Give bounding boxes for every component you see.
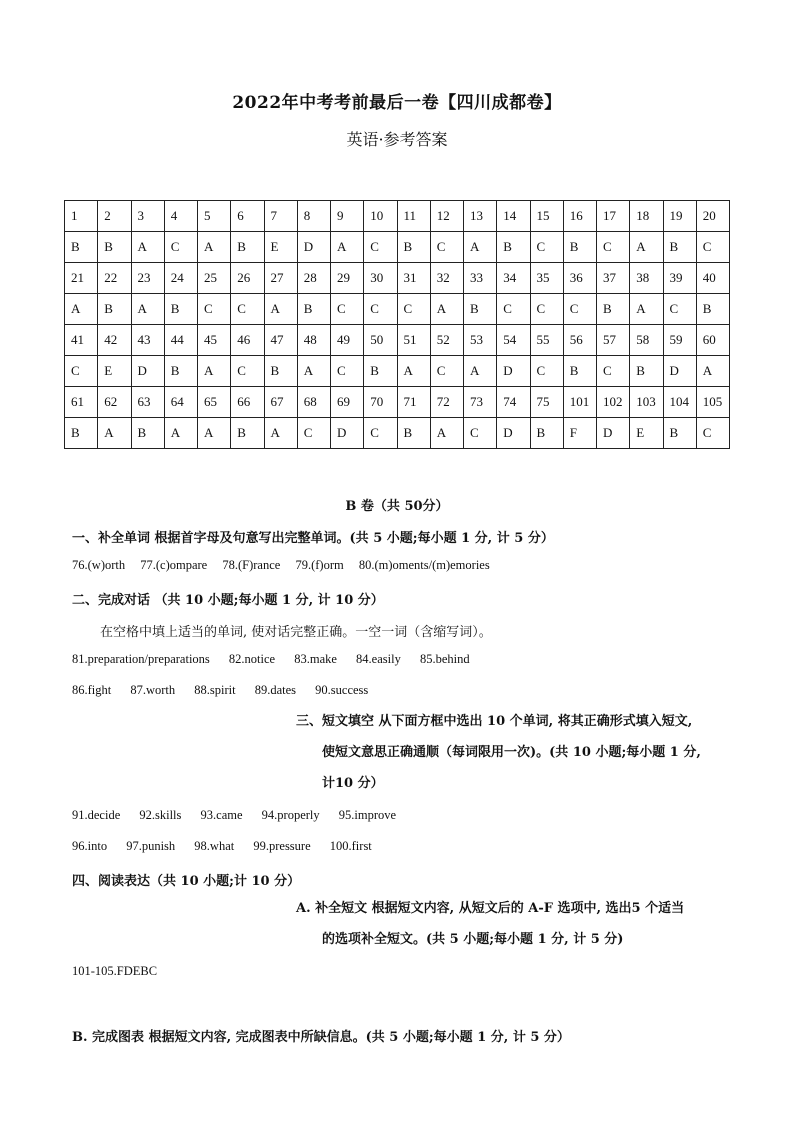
answer-cell: C <box>297 418 330 449</box>
question-number-cell: 40 <box>696 263 729 294</box>
answer-cell: B <box>164 294 197 325</box>
part3-answers-row1 <box>72 808 410 823</box>
answer-cell: C <box>530 294 563 325</box>
part3-answers-row2 <box>72 839 386 854</box>
answer-row <box>65 418 730 449</box>
answer-cell: C <box>464 418 497 449</box>
question-number-cell: 70 <box>364 387 397 418</box>
answer-cell: C <box>663 294 696 325</box>
answer-98: 98.what <box>194 839 235 853</box>
question-number-cell: 32 <box>430 263 463 294</box>
answer-cell: C <box>331 294 364 325</box>
question-number-cell: 28 <box>297 263 330 294</box>
answer-cell: C <box>231 356 264 387</box>
question-number-cell: 35 <box>530 263 563 294</box>
answer-cell: A <box>131 232 164 263</box>
answer-97: 97.punish <box>126 839 176 853</box>
answer-cell: C <box>198 294 231 325</box>
answer-cell: B <box>231 418 264 449</box>
question-number-cell: 73 <box>464 387 497 418</box>
question-number-cell: 14 <box>497 201 530 232</box>
answer-cell: C <box>430 356 463 387</box>
answer-77: 77.(c)ompare <box>140 558 208 572</box>
question-number-cell: 29 <box>331 263 364 294</box>
question-number-cell: 75 <box>530 387 563 418</box>
answer-cell: B <box>563 232 596 263</box>
answer-cell: B <box>364 356 397 387</box>
question-number-cell: 12 <box>430 201 463 232</box>
answer-90: 90.success <box>315 683 369 697</box>
part3-heading-line3: 计10 分） <box>322 776 384 791</box>
answer-cell: D <box>597 418 630 449</box>
answer-cell: D <box>131 356 164 387</box>
question-number-cell: 30 <box>364 263 397 294</box>
answer-cell: E <box>264 232 297 263</box>
part2-instruction: 在空格中填上适当的单词, 使对话完整正确。一空一词（含缩写词）。 <box>100 625 492 640</box>
answer-85: 85.behind <box>419 652 470 666</box>
answer-80: 80.(m)oments/(m)emories <box>358 558 490 572</box>
question-number-cell: 19 <box>663 201 696 232</box>
question-number-cell: 68 <box>297 387 330 418</box>
answer-82: 82.notice <box>228 652 276 666</box>
answer-100: 100.first <box>329 839 372 853</box>
answer-cell: B <box>98 232 131 263</box>
question-number-cell: 23 <box>131 263 164 294</box>
question-number-cell: 26 <box>231 263 264 294</box>
question-number-cell: 7 <box>264 201 297 232</box>
question-number-cell: 54 <box>497 325 530 356</box>
answer-84: 84.easily <box>356 652 401 666</box>
answer-cell: A <box>464 232 497 263</box>
question-number-cell: 34 <box>497 263 530 294</box>
question-number-cell: 69 <box>331 387 364 418</box>
answer-cell: C <box>430 232 463 263</box>
question-number-cell: 42 <box>98 325 131 356</box>
answer-76: 76.(w)orth <box>72 558 126 572</box>
question-number-row <box>65 201 730 232</box>
question-number-cell: 11 <box>397 201 430 232</box>
answer-cell: B <box>530 418 563 449</box>
answer-81: 81.preparation/preparations <box>72 652 210 666</box>
question-number-row <box>65 387 730 418</box>
answer-cell: B <box>563 356 596 387</box>
question-number-cell: 104 <box>663 387 696 418</box>
answer-cell: C <box>364 232 397 263</box>
question-number-cell: 46 <box>231 325 264 356</box>
answer-cell: C <box>65 356 98 387</box>
answer-cell: B <box>497 232 530 263</box>
question-number-cell: 67 <box>264 387 297 418</box>
part2-answers-row2 <box>72 683 382 698</box>
part4a-heading-line2: 的选项补全短文。(共 5 小题;每小题 1 分, 计 5 分) <box>322 932 624 947</box>
answer-cell: B <box>597 294 630 325</box>
answer-99: 99.pressure <box>253 839 311 853</box>
answer-table <box>64 200 730 449</box>
question-number-cell: 2 <box>98 201 131 232</box>
question-number-cell: 45 <box>198 325 231 356</box>
question-number-cell: 37 <box>597 263 630 294</box>
answer-cell: C <box>530 356 563 387</box>
question-number-cell: 102 <box>597 387 630 418</box>
answer-cell: C <box>364 418 397 449</box>
question-number-cell: 41 <box>65 325 98 356</box>
answer-cell: B <box>231 232 264 263</box>
answer-cell: C <box>331 356 364 387</box>
part2-heading: 二、完成对话 （共 10 小题;每小题 1 分, 计 10 分） <box>72 593 384 608</box>
question-number-cell: 52 <box>430 325 463 356</box>
question-number-cell: 31 <box>397 263 430 294</box>
part2-answers-row1 <box>72 652 484 667</box>
answer-83: 83.make <box>294 652 337 666</box>
answer-cell: A <box>264 294 297 325</box>
answer-87: 87.worth <box>130 683 176 697</box>
question-number-cell: 53 <box>464 325 497 356</box>
answer-cell: B <box>397 232 430 263</box>
answer-cell: A <box>430 418 463 449</box>
question-number-cell: 13 <box>464 201 497 232</box>
answer-cell: C <box>364 294 397 325</box>
question-number-cell: 17 <box>597 201 630 232</box>
answer-cell: A <box>696 356 729 387</box>
question-number-cell: 10 <box>364 201 397 232</box>
question-number-row <box>65 263 730 294</box>
question-number-cell: 64 <box>164 387 197 418</box>
question-number-cell: 47 <box>264 325 297 356</box>
answer-93: 93.came <box>200 808 243 822</box>
answer-cell: D <box>497 418 530 449</box>
question-number-cell: 49 <box>331 325 364 356</box>
question-number-cell: 51 <box>397 325 430 356</box>
question-number-cell: 58 <box>630 325 663 356</box>
answer-cell: B <box>696 294 729 325</box>
question-number-cell: 101 <box>563 387 596 418</box>
question-number-cell: 103 <box>630 387 663 418</box>
answer-cell: B <box>663 418 696 449</box>
answer-row <box>65 356 730 387</box>
part4b-heading: B. 完成图表 根据短文内容, 完成图表中所缺信息。(共 5 小题;每小题 1 分, 计 5 分） <box>72 1030 570 1045</box>
question-number-cell: 8 <box>297 201 330 232</box>
answer-cell: A <box>198 232 231 263</box>
answer-cell: C <box>397 294 430 325</box>
answer-cell: F <box>563 418 596 449</box>
page-title: 2022年中考考前最后一卷【四川成都卷】 <box>232 93 562 113</box>
question-number-cell: 27 <box>264 263 297 294</box>
question-number-cell: 74 <box>497 387 530 418</box>
answer-cell: C <box>164 232 197 263</box>
answer-cell: E <box>630 418 663 449</box>
question-number-cell: 16 <box>563 201 596 232</box>
answer-cell: A <box>264 418 297 449</box>
part4-heading: 四、阅读表达（共 10 小题;计 10 分） <box>72 874 301 889</box>
part1-answers <box>72 558 504 573</box>
question-number-cell: 9 <box>331 201 364 232</box>
question-number-cell: 71 <box>397 387 430 418</box>
question-number-cell: 4 <box>164 201 197 232</box>
question-number-cell: 43 <box>131 325 164 356</box>
answer-cell: D <box>331 418 364 449</box>
question-number-cell: 61 <box>65 387 98 418</box>
question-number-cell: 63 <box>131 387 164 418</box>
answer-row <box>65 294 730 325</box>
answer-cell: A <box>331 232 364 263</box>
question-number-cell: 55 <box>530 325 563 356</box>
question-number-cell: 33 <box>464 263 497 294</box>
answer-cell: B <box>264 356 297 387</box>
answer-cell: C <box>597 232 630 263</box>
answer-cell: B <box>98 294 131 325</box>
answer-cell: A <box>630 232 663 263</box>
part1-heading: 一、补全单词 根据首字母及句意写出完整单词。(共 5 小题;每小题 1 分, 计 5 分） <box>72 531 554 546</box>
answer-cell: B <box>131 418 164 449</box>
answer-79: 79.(f)orm <box>295 558 344 572</box>
question-number-cell: 60 <box>696 325 729 356</box>
question-number-cell: 44 <box>164 325 197 356</box>
question-number-cell: 57 <box>597 325 630 356</box>
answer-cell: D <box>497 356 530 387</box>
question-number-cell: 6 <box>231 201 264 232</box>
question-number-cell: 20 <box>696 201 729 232</box>
answer-cell: A <box>131 294 164 325</box>
question-number-cell: 72 <box>430 387 463 418</box>
answer-cell: A <box>430 294 463 325</box>
question-number-cell: 66 <box>231 387 264 418</box>
part3-heading-line1: 三、短文填空 从下面方框中选出 10 个单词, 将其正确形式填入短文, <box>296 714 693 729</box>
question-number-row <box>65 325 730 356</box>
question-number-cell: 48 <box>297 325 330 356</box>
answer-96: 96.into <box>72 839 108 853</box>
part4a-answer: 101-105.FDEBC <box>72 964 158 978</box>
answer-92: 92.skills <box>139 808 182 822</box>
question-number-cell: 1 <box>65 201 98 232</box>
answer-cell: A <box>630 294 663 325</box>
answer-cell: C <box>530 232 563 263</box>
answer-86: 86.fight <box>72 683 112 697</box>
answer-cell: A <box>164 418 197 449</box>
answer-cell: C <box>696 232 729 263</box>
answer-cell: A <box>297 356 330 387</box>
answer-cell: B <box>397 418 430 449</box>
answer-cell: C <box>563 294 596 325</box>
page-subtitle: 英语·参考答案 <box>346 130 448 149</box>
answer-cell: B <box>663 232 696 263</box>
question-number-cell: 56 <box>563 325 596 356</box>
question-number-cell: 3 <box>131 201 164 232</box>
answer-cell: B <box>464 294 497 325</box>
question-number-cell: 50 <box>364 325 397 356</box>
answer-cell: B <box>65 232 98 263</box>
question-number-cell: 15 <box>530 201 563 232</box>
answer-cell: C <box>696 418 729 449</box>
answer-cell: A <box>198 418 231 449</box>
part4a-heading-line1: A. 补全短文 根据短文内容, 从短文后的 A-F 选项中, 选出5 个适当 <box>296 901 685 916</box>
answer-cell: A <box>397 356 430 387</box>
answer-cell: A <box>98 418 131 449</box>
answer-cell: B <box>164 356 197 387</box>
answer-cell: D <box>663 356 696 387</box>
answer-89: 89.dates <box>254 683 297 697</box>
answer-cell: D <box>297 232 330 263</box>
question-number-cell: 22 <box>98 263 131 294</box>
answer-cell: B <box>297 294 330 325</box>
answer-cell: C <box>231 294 264 325</box>
answer-91: 91.decide <box>72 808 121 822</box>
answer-cell: C <box>597 356 630 387</box>
answer-cell: E <box>98 356 131 387</box>
answer-95: 95.improve <box>338 808 397 822</box>
question-number-cell: 36 <box>563 263 596 294</box>
part3-heading-line2: 使短文意思正确通顺（每词限用一次)。(共 10 小题;每小题 1 分, <box>322 745 701 760</box>
answer-78: 78.(F)rance <box>222 558 281 572</box>
question-number-cell: 105 <box>696 387 729 418</box>
question-number-cell: 18 <box>630 201 663 232</box>
question-number-cell: 5 <box>198 201 231 232</box>
question-number-cell: 65 <box>198 387 231 418</box>
answer-cell: A <box>464 356 497 387</box>
question-number-cell: 59 <box>663 325 696 356</box>
answer-cell: A <box>65 294 98 325</box>
question-number-cell: 21 <box>65 263 98 294</box>
answer-88: 88.spirit <box>194 683 236 697</box>
answer-cell: B <box>630 356 663 387</box>
answer-cell: C <box>497 294 530 325</box>
answer-cell: B <box>65 418 98 449</box>
question-number-cell: 24 <box>164 263 197 294</box>
question-number-cell: 39 <box>663 263 696 294</box>
answer-row <box>65 232 730 263</box>
answer-cell: A <box>198 356 231 387</box>
question-number-cell: 62 <box>98 387 131 418</box>
question-number-cell: 25 <box>198 263 231 294</box>
question-number-cell: 38 <box>630 263 663 294</box>
answer-94: 94.properly <box>261 808 320 822</box>
section-b-heading: B 卷（共 50分） <box>345 499 449 514</box>
